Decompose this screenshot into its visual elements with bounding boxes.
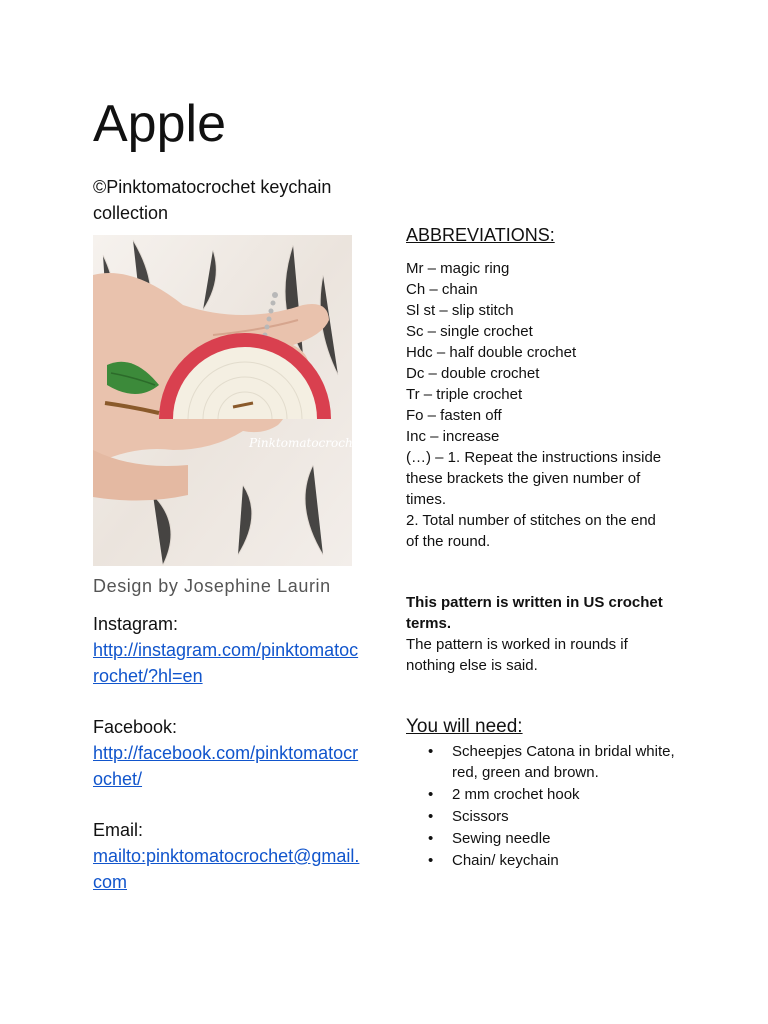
material-item: • Scheepjes Catona in bridal white, red, green and brown. [428,743,675,781]
abbreviation-item: Sc – single crochet [406,323,533,340]
materials-heading: You will need: [406,716,523,737]
design-credit: Design by Josephine Laurin [93,576,331,596]
abbreviation-item: Fo – fasten off [406,407,502,424]
instagram-contact [93,611,363,689]
abbreviation-item: Sl st – slip stitch [406,302,514,319]
facebook-link[interactable]: http://facebook.com/pinktomatocrochet/ [93,743,359,789]
pattern-note [406,592,668,676]
facebook-label: Facebook: [93,717,178,737]
bullet-icon: • [428,743,434,760]
abbreviation-item: 2. Total number of stitches on the end of the round. [406,512,656,550]
abbreviation-item: Dc – double crochet [406,365,540,382]
bullet-icon: • [428,830,434,847]
page-subtitle: ©Pinktomatocrochet keychain collection [93,177,332,223]
abbreviation-item: Hdc – half double crochet [406,344,577,361]
abbreviations-list [406,258,668,552]
apple-keychain-photo [93,235,365,566]
facebook-contact [93,714,363,792]
page-title: Apple [93,95,226,153]
email-contact [93,817,363,895]
bullet-icon: • [428,852,434,869]
email-link[interactable]: mailto:pinktomatocrochet@gmail.com [93,846,360,892]
abbreviation-item: Tr – triple crochet [406,386,523,403]
abbreviations-heading: ABBREVIATIONS: [406,225,555,245]
abbreviation-item: Mr – magic ring [406,260,510,277]
us-terms-note: This pattern is written in US crochet terms. [406,594,663,632]
abbreviation-item: Inc – increase [406,428,500,445]
materials-list [406,741,676,872]
rounds-note: The pattern is worked in rounds if nothing else is said. [406,636,628,674]
instagram-label: Instagram: [93,614,179,634]
material-item: • Sewing needle [428,830,551,847]
material-item: • Chain/ keychain [428,852,559,869]
bullet-icon: • [428,808,434,825]
material-item: • 2 mm crochet hook [428,786,580,803]
abbreviation-item: Ch – chain [406,281,478,298]
bullet-icon: • [428,786,434,803]
material-item: • Scissors [428,808,509,825]
photo-watermark: Pinktomatocrochet [249,436,365,450]
abbreviation-item: (…) – 1. Repeat the instructions inside these brackets the given number of times. [406,449,662,508]
email-label: Email: [93,820,144,840]
instagram-link[interactable]: http://instagram.com/pinktomatocrochet/?hl=en [93,640,359,686]
